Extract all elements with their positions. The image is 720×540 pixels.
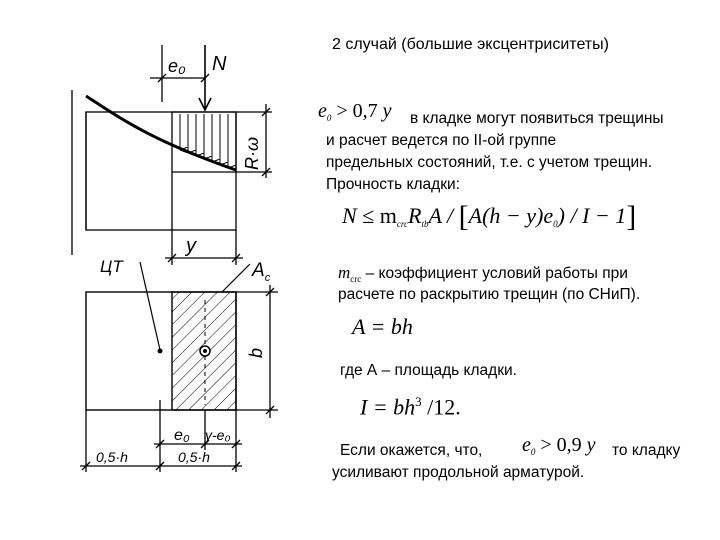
cross-section-plan — [86, 292, 236, 410]
rw-label: R·ω — [242, 136, 262, 170]
ac-label: $A_c$ — [252, 260, 271, 284]
final-prefix: Если окажется, что, — [340, 442, 483, 459]
e0-label: e₀ — [168, 56, 186, 76]
intro-line-2: и расчет ведется по II-ой группе — [326, 132, 557, 149]
strength-formula: $N \le m_{crc}R_{tb}A / [A(h - y)e_0) / I - 1$] — [342, 200, 637, 233]
half-h-right-label: 0,5·h — [178, 449, 210, 465]
intro-line-4: Прочность кладки: — [326, 176, 460, 193]
stress-epure — [86, 96, 236, 172]
y-minus-e0-label: y-e₀ — [205, 427, 231, 443]
final-suffix: то кладку — [612, 442, 681, 459]
intro-line-3: предельных состояний, т.е. с учетом трещин. — [326, 154, 653, 171]
b-label: b — [246, 347, 266, 358]
final-line-2: усиливают продольной арматурой. — [332, 464, 585, 481]
intro-line-1: в кладке могут появиться трещины — [410, 110, 664, 127]
inertia-formula: $I = bh^3$ /12. — [360, 394, 461, 420]
area-formula: A = bh — [352, 314, 413, 339]
mcrc-line-1: $m_{crc}$ – коэффициент условий работы при — [338, 263, 628, 284]
y-label: y — [186, 235, 196, 257]
area-note: где А – площадь кладки. — [340, 362, 517, 379]
condition-07: $e_0 > 0,7$ y — [318, 100, 392, 123]
n-label: N — [212, 53, 227, 75]
ct-label: ЦТ — [100, 257, 123, 276]
e0-bottom-label: e₀ — [174, 427, 190, 444]
eccentricity-diagram — [0, 0, 300, 540]
y-dimension — [165, 172, 243, 265]
half-h-left-label: 0,5·h — [96, 449, 128, 465]
condition-09: $e_0 > 0,9$ y — [522, 434, 596, 457]
slide-title: 2 случай (большие эксцентриситеты) — [332, 36, 609, 53]
mcrc-line-2: расчете по раскрытию трещин (по СНиП). — [338, 286, 641, 303]
